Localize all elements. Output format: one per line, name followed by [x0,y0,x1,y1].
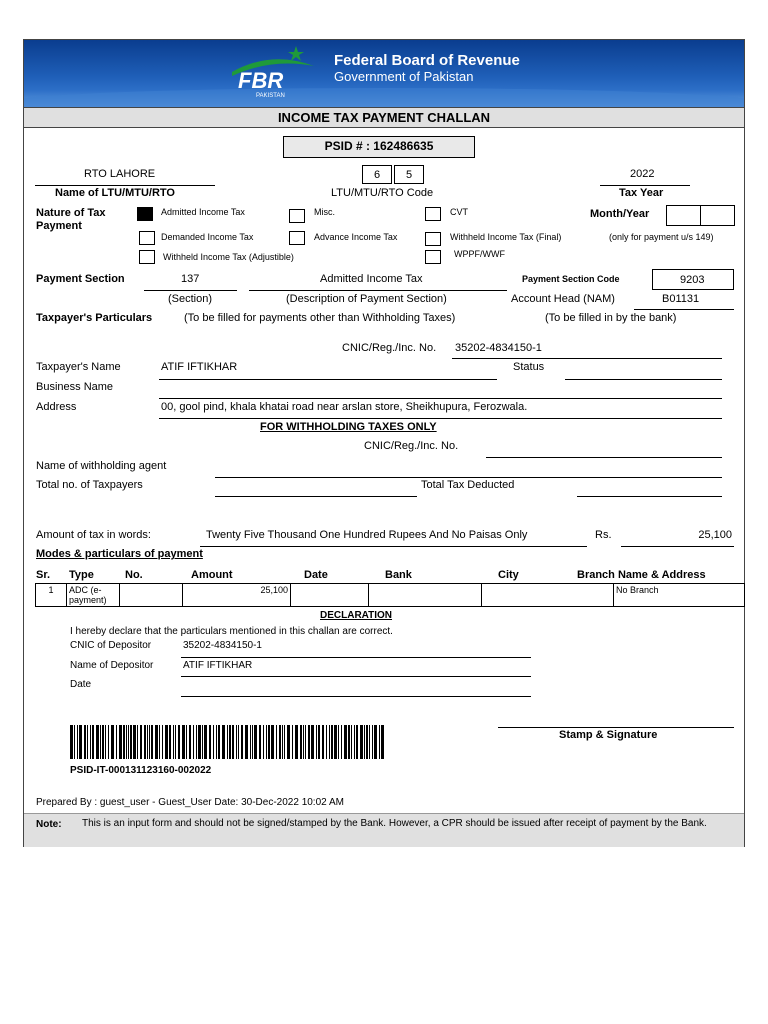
wppf-checkbox[interactable] [425,250,441,264]
col-sr: Sr. [36,569,51,581]
note-label: Note: [36,819,62,830]
org-name: Federal Board of Revenue [334,52,520,69]
misc-label: Misc. [314,207,335,217]
col-city: City [498,569,519,581]
stamp-signature-label: Stamp & Signature [559,729,658,741]
only-for-149: (only for payment u/s 149) [609,232,714,242]
modes-heading: Modes & particulars of payment [36,548,203,560]
total-tax-deducted-label: Total Tax Deducted [421,479,515,491]
taxpayer-cnic-value: 35202-4834150-1 [455,342,542,354]
taxpayer-name-label: Taxpayer's Name [36,361,121,373]
payment-section-value: 137 [181,273,200,285]
misc-checkbox[interactable] [289,209,305,223]
month-input[interactable] [666,205,701,226]
payment-section-code-value: 9203 [680,274,705,286]
year-input[interactable] [700,205,735,226]
particulars-label: Taxpayer's Particulars [36,312,153,324]
col-bank: Bank [385,569,412,581]
header-banner [24,40,744,107]
row-city [482,584,614,607]
admitted-label: Admitted Income Tax [161,207,245,217]
col-no: No. [125,569,143,581]
col-date: Date [304,569,328,581]
withholding-agent-label: Name of withholding agent [36,460,167,472]
depositor-name-label: Name of Depositor [70,660,154,671]
psid-box [283,136,475,158]
withheld-final-checkbox[interactable] [425,232,441,246]
rto-label: Name of LTU/MTU/RTO [55,187,175,199]
month-year-label: Month/Year [590,208,650,220]
rs-value: 25,100 [698,529,732,541]
rto-value: RTO LAHORE [84,168,156,180]
col-amount: Amount [191,569,233,581]
col-branch: Branch Name & Address [577,569,706,581]
wppf-label: WPPF/WWF [454,249,505,259]
taxpayer-name-value: ATIF IFTIKHAR [161,361,238,373]
account-head-value: B01131 [662,293,700,305]
tax-year-label: Tax Year [619,187,664,199]
payment-section-code-box [652,269,734,290]
address-label: Address [36,401,77,413]
rto-code-digit-1: 6 [362,165,392,184]
bank-note: (To be filled in by the bank) [545,312,677,324]
challan-title: INCOME TAX PAYMENT CHALLAN [277,110,491,125]
business-name-label: Business Name [36,381,114,393]
depositor-cnic-value: 35202-4834150-1 [183,640,262,651]
amount-words-value: Twenty Five Thousand One Hundred Rupees And No Paisas Only [206,529,528,541]
advance-label: Advance Income Tax [314,232,398,242]
row-amount: 25,100 [183,584,291,607]
particulars-note: (To be filled for payments other than Withholding Taxes) [184,312,456,324]
payment-section-label: Payment Section [36,273,125,285]
depositor-cnic-label: CNIC of Depositor [70,640,152,651]
logo-sub: PAKISTAN [256,93,285,99]
demanded-checkbox[interactable] [139,231,155,245]
row-no [120,584,183,607]
psid-label: PSID # : 162486635 [324,139,434,153]
cvt-label: CVT [450,207,468,217]
admitted-checkbox[interactable] [137,207,153,221]
tax-year-value: 2022 [630,168,655,180]
col-type: Type [69,569,94,581]
total-taxpayers-label: Total no. of Taxpayers [36,479,143,491]
withheld-final-label: Withheld Income Tax (Final) [450,232,562,242]
account-head-label: Account Head (NAM) [511,293,615,305]
rto-code-label: LTU/MTU/RTO Code [331,187,434,199]
fbr-logo [226,44,316,94]
demanded-label: Demanded Income Tax [161,232,254,242]
withheld-adjustible-label: Withheld Income Tax (Adjustible) [163,252,294,262]
challan-form [23,39,745,847]
row-type: ADC (e-payment) [67,584,120,607]
gov-name: Government of Pakistan [334,69,474,84]
description-caption: (Description of Payment Section) [286,293,447,305]
rs-label: Rs. [595,529,612,541]
section-caption: (Section) [168,293,213,305]
amount-words-label: Amount of tax in words: [36,529,151,541]
table-row [36,584,745,607]
advance-checkbox[interactable] [289,231,305,245]
withholding-cnic-label: CNIC/Reg./Inc. No. [364,440,459,452]
depositor-name-value: ATIF IFTIKHAR [183,660,253,671]
status-label: Status [513,361,545,373]
date-label: Date [70,679,92,690]
address-value: 00, gool pind, khala khatai road near arslan store, Sheikhupura, Ferozwala. [161,401,528,413]
barcode-text: PSID-IT-000131123160-002022 [70,765,212,776]
row-sr: 1 [36,584,67,607]
rto-code-digit-2: 5 [394,165,424,184]
barcode-image [70,725,384,759]
cvt-checkbox[interactable] [425,207,441,221]
prepared-by: Prepared By : guest_user - Guest_User Date: 30-Dec-2022 10:02 AM [36,797,344,808]
declaration-text: I hereby declare that the particulars mentioned in this challan are correct. [70,626,393,637]
declaration-heading: DECLARATION [320,610,393,621]
row-bank [369,584,482,607]
nature-label: Nature of Tax Payment [36,207,106,232]
withheld-adjustible-checkbox[interactable] [139,250,155,264]
title-bar [24,107,744,128]
row-branch: No Branch [614,584,745,607]
payment-section-code-label: Payment Section Code [522,274,620,284]
note-text: This is an input form and should not be signed/stamped by the Bank. However, a CPR should be issued after receipt of payment by the Bank. [82,818,707,829]
payment-description: Admitted Income Tax [320,273,423,285]
note-bar [24,813,744,847]
modes-table [35,583,745,607]
taxpayer-cnic-label: CNIC/Reg./Inc. No. [342,342,437,354]
row-date [291,584,369,607]
withholding-heading: FOR WITHHOLDING TAXES ONLY [260,421,437,433]
logo-text: FBR [238,68,284,93]
